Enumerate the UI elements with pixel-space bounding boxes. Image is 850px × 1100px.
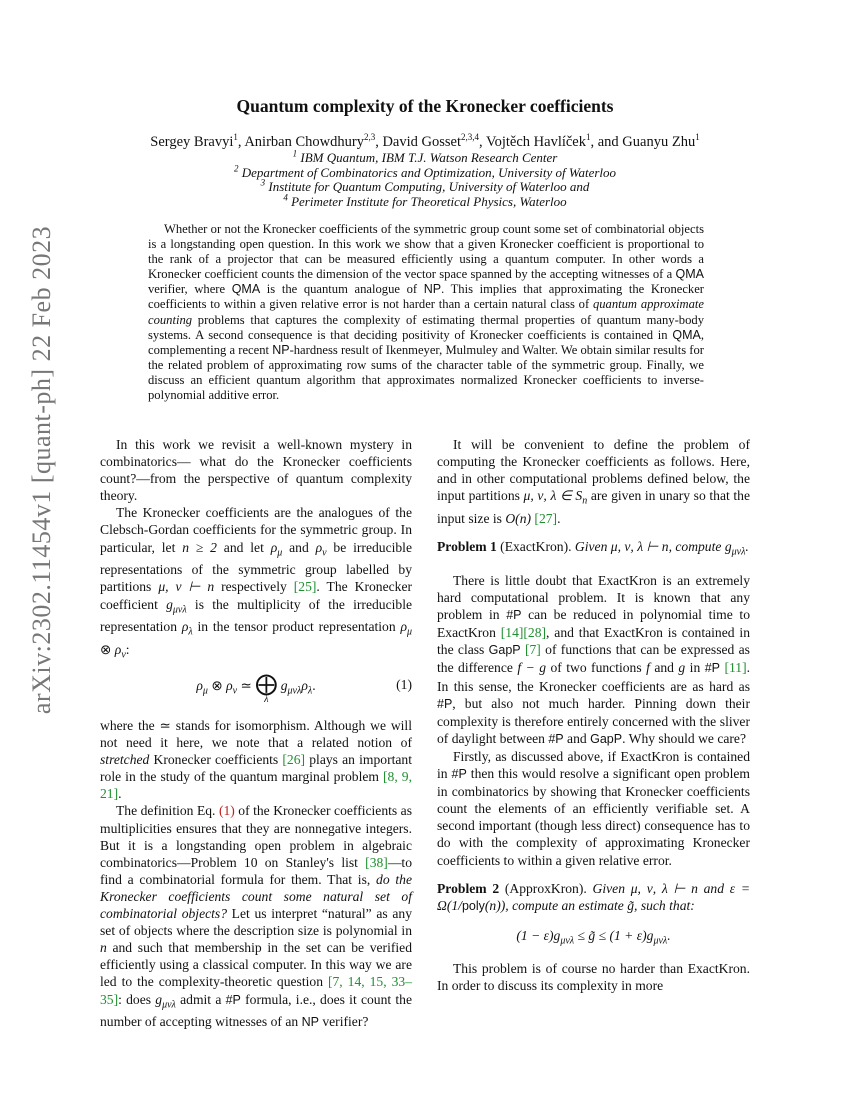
citation-link[interactable]: [26] <box>282 752 306 768</box>
equation-number: (1) <box>396 677 412 692</box>
author-name: and Guanyu Zhu <box>597 134 696 150</box>
paper-title: Quantum complexity of the Kronecker coefficients <box>236 96 614 116</box>
equation-1: $\rho_\mu$ ⊗ $\rho_\nu$ ≃ ⨁ λ $g_{\mu\nu\lambda}\rho_\lambda$. (1) <box>196 671 412 705</box>
author-mark: 1 <box>586 132 591 143</box>
citation-link[interactable]: [25] <box>293 579 317 595</box>
affiliation: $^1$ IBM Quantum, IBM T.J. Watson Research Center <box>292 148 558 165</box>
citation-link[interactable]: [7, 14, 15, 33–35] <box>100 974 412 1007</box>
right-column <box>437 436 750 994</box>
paragraph: The definition Eq. (1) of the Kronecker coefficients as multiplicities ensures that they are nonnegative integers. But it is a longstanding open problem in algebraic combinatorics—Problem 10 on Stanley's list [38]—to find a combinatorial formula for them. That is, do the Kronecker coefficients count some natural set of combinatorial objects? Let us interpret “natural” as any set of objects where the description size is polynomial in n and such that membership in the set can be verified efficiently using a classical computer. In this way we are led to the complexity-theoretic question [7, 14, 15, 33–35]: does $g_{\mu\nu\lambda}$ admit a #P formula, i.e., does it count the number of accepting witnesses of an NP verifier? <box>100 803 413 1030</box>
problem-2: Problem 2 (ApproxKron). Given μ, ν, λ ⊢ n and ε = Ω(1/poly(n)), compute an estimate g̃, such that: <box>437 880 751 913</box>
equation-ref-link[interactable]: (1) <box>218 803 235 819</box>
citation-link[interactable]: [14][28] <box>500 625 547 641</box>
paragraph: In this work we revisit a well-known mystery in combinatorics— what do the Kronecker coefficients count?—from the perspective of quantum complexity theory. <box>100 437 412 504</box>
arxiv-identifier: arXiv:2302.11454v1 [quant-ph] 22 Feb 2023 <box>27 225 56 715</box>
citation-link[interactable]: [8, 9, 21] <box>100 769 412 802</box>
author-mark: 1 <box>233 132 238 143</box>
paragraph: It will be convenient to define the problem of computing the Kronecker coefficients as follows. Here, and in other computational problems defined below, the input partitions μ, ν, λ ∈ $S_n$ are given in unary so that the input size is O(n) [27]. <box>437 437 751 527</box>
problem-1: Problem 1 (ExactKron). Given μ, ν, λ ⊢ n, compute $g_{\mu\nu\lambda}$. <box>437 539 749 558</box>
affiliation: $^3$ Institute for Quantum Computing, University of Waterloo and <box>260 177 590 194</box>
author-mark: 1 <box>695 132 700 143</box>
citation-link[interactable]: [11] <box>724 660 747 676</box>
paragraph: Firstly, as discussed above, if ExactKron is contained in #P then this would resolve a significant open problem in combinatorics by showing that Kronecker coefficients count the elements of an efficiently verifiable set. A second important (though less direct) consequence has to do with the complexity of approximating Kronecker coefficients to within a given relative error. <box>437 748 750 868</box>
paragraph: This problem is of course no harder than ExactKron. In order to discuss its complexity in more <box>437 960 750 993</box>
citation-link[interactable]: [7] <box>524 642 541 658</box>
paragraph: where the ≃ stands for isomorphism. Although we will not need it here, we note that a related notion of stretched Kronecker coefficients [26] plays an important role in the study of the quantum marginal problem [8, 9, 21]. <box>100 718 412 802</box>
paragraph: The Kronecker coefficients are the analogues of the Clebsch-Gordan coefficients for the symmetric group. In particular, let n ≥ 2 and let $\rho_\mu$ and $\rho_\nu$ be irreducible representations of the symmetric group labelled by partitions μ, ν ⊢ n respectively [25]. The Kronecker coefficient $g_{\mu\nu\lambda}$ is the multiplicity of the irreducible representation $\rho_\lambda$ in the tensor product representation $\rho_\mu$ ⊗ $\rho_\nu$: <box>100 505 413 661</box>
author-list: Sergey Bravyi$^1$, Anirban Chowdhury$^{2,3}$, David Gosset$^{2,3,4}$, Vojtěch Havlíček$^1$, and Guanyu Zhu$^1$ <box>150 132 700 150</box>
author-name: David Gosset <box>382 134 461 150</box>
author-mark: 2,3 <box>363 132 376 143</box>
equation-2: $(1 - \varepsilon)g_{\mu\nu\lambda}$ ≤ g̃ ≤ $(1 + \varepsilon)g_{\mu\nu\lambda}$. <box>516 927 671 947</box>
author-mark: 2,3,4 <box>461 132 479 143</box>
author-name: Anirban Chowdhury <box>244 134 364 150</box>
left-column <box>100 436 412 1031</box>
author-name: Sergey Bravyi <box>150 134 234 150</box>
affiliation: $^4$ Perimeter Institute for Theoretical Physics, Waterloo <box>283 192 567 209</box>
abstract: Whether or not the Kronecker coefficients of the symmetric group count some set of combinatorial objects is a longstanding open question. In this work we show that a given Kronecker coefficient is proportional to the rank of a projector that can be measured efficiently using a quantum computer. In other words a Kronecker coefficient counts the dimension of the vector space spanned by the accepting witnesses of a QMA verifier, where QMA is the quantum analogue of NP. This implies that approximating the Kronecker coefficients to within a given relative error is not harder than a certain natural class of quantum approximate counting problems that captures the complexity of estimating thermal properties of quantum many-body systems. A second consequence is that deciding positivity of Kronecker coefficients is contained in QMA, complementing a recent NP-hardness result of Ikenmeyer, Mulmuley and Walter. We obtain similar results for the related problem of approximating row sums of the character table of the symmetric group. Finally, we discuss an efficient quantum algorithm that approximates normalized Kronecker coefficients to inverse-polynomial additive error. <box>148 222 705 403</box>
citation-link[interactable]: [38] <box>365 854 388 870</box>
author-name: Vojtěch Havlíček <box>486 134 586 150</box>
paragraph: There is little doubt that ExactKron is an extremely hard computational problem. It is known that any problem in #P can be reduced in polynomial time to ExactKron [14][28], and that ExactKron is contained in the class GapP [7] of functions that can be expressed as the difference f − g of two functions f and g in #P [11]. In this sense, the Kronecker coefficients are as hard as #P, but also not much harder. Pinning down their complexity is therefore entirely concerned with the sliver of daylight between #P and GapP. Why should we care? <box>437 573 751 746</box>
affiliation: $^2$ Department of Combinatorics and Optimization, University of Waterloo <box>233 163 617 180</box>
arxiv-sidebar <box>22 225 62 715</box>
author-block <box>100 134 750 209</box>
citation-link[interactable]: [27] <box>534 511 558 527</box>
